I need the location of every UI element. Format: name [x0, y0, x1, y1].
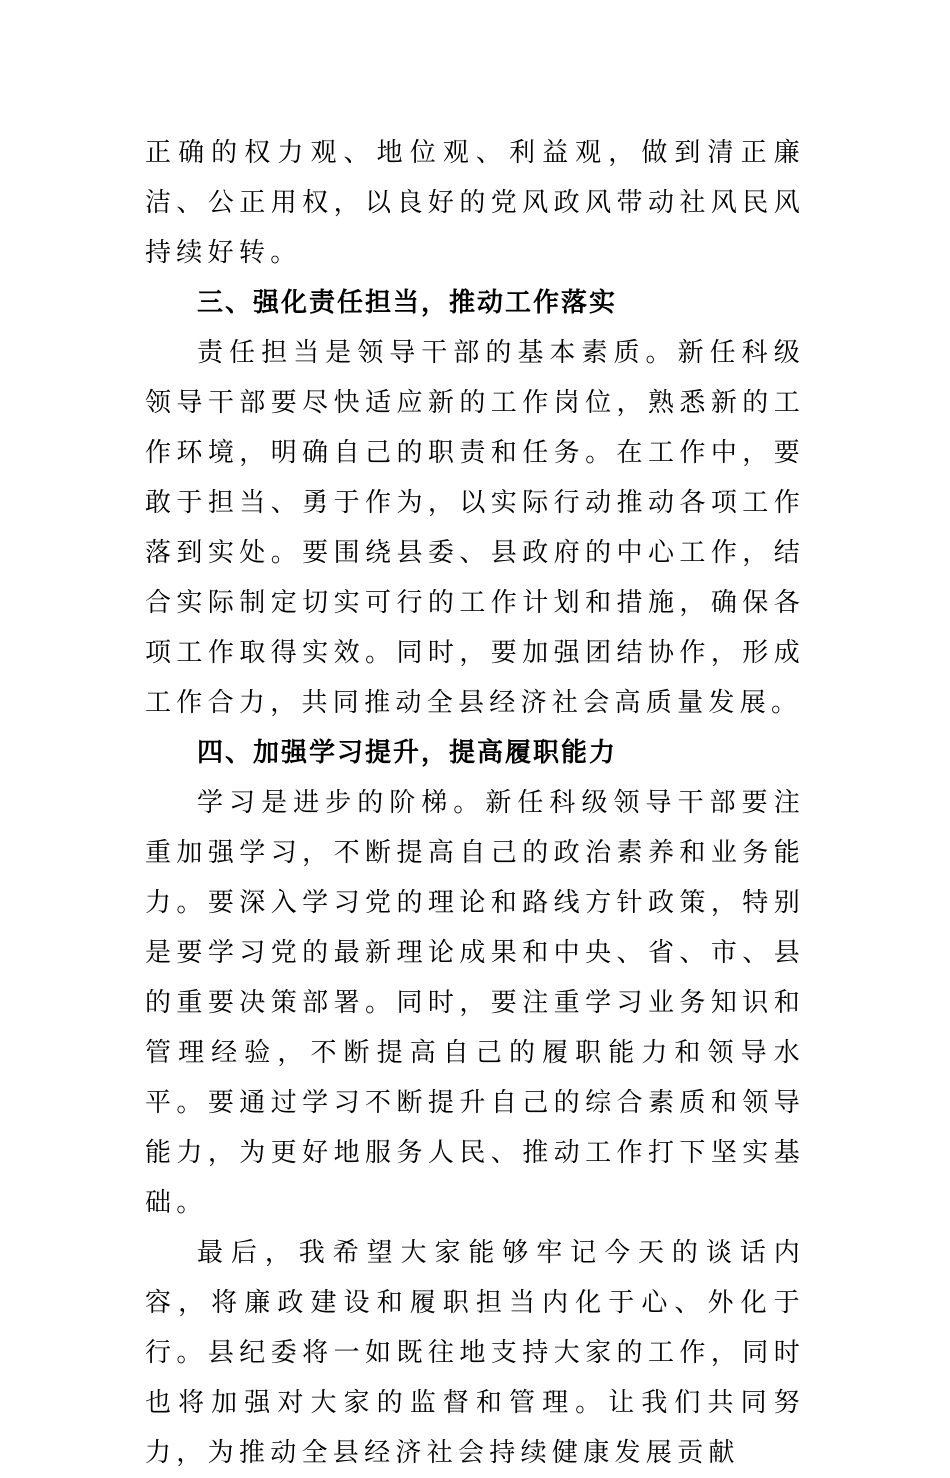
paragraph-responsibility: 责任担当是领导干部的基本素质。新任科级领导干部要尽快适应新的工作岗位，熟悉新的工作环境，明确自己的职责和任务。在工作中，要敢于担当、勇于作为，以实际行动推动各项工作落到实处。要围绕县委、县政府的中心工作，结合实际制定切实可行的工作计划和措施，确保各项工作取得实效。同时，要加强团结协作，形成工作合力，共同推动全县经济社会高质量发展。 [145, 338, 805, 718]
section-heading-4: 四、加强学习提升，提高履职能力 [197, 738, 618, 768]
paragraph-continuation: 正确的权力观、地位观、利益观，做到清正廉洁、公正用权，以良好的党风政风带动社风民风持续好转。 [145, 138, 805, 268]
paragraph-learning: 学习是进步的阶梯。新任科级领导干部要注重加强学习，不断提高自己的政治素养和业务能力。要深入学习党的理论和路线方针政策，特别是要学习党的最新理论成果和中央、省、市、县的重要决策部署。同时，要注重学习业务知识和管理经验，不断提高自己的履职能力和领导水平。要通过学习不断提升自己的综合素质和领导能力，为更好地服务人民、推动工作打下坚实基础。 [145, 788, 805, 1218]
section-heading-3: 三、强化责任担当，推动工作落实 [197, 288, 618, 318]
document-body [145, 128, 805, 1478]
paragraph-closing: 最后，我希望大家能够牢记今天的谈话内容，将廉政建设和履职担当内化于心、外化于行。县纪委将一如既往地支持大家的工作，同时也将加强对大家的监督和管理。让我们共同努力，为推动全县经济社会持续健康发展贡献 [145, 1238, 805, 1468]
